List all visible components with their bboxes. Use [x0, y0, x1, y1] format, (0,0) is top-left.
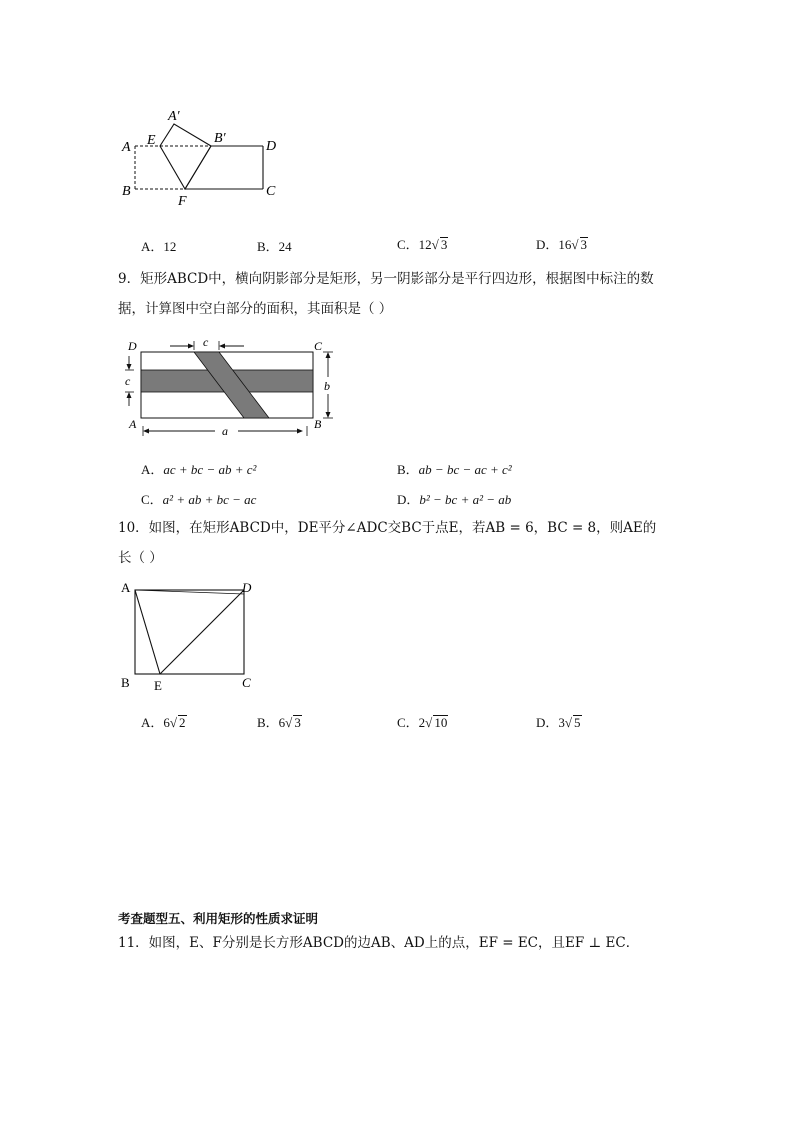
label-B-prime: B′: [214, 131, 226, 146]
q8-option-c[interactable]: C．12√ 3: [397, 237, 448, 252]
fold-rectangle-figure: [110, 102, 290, 212]
label-D: D: [266, 139, 277, 154]
label-C: C: [266, 184, 276, 199]
q10-stem-line1: 10．如图，在矩形ABCD中，DE平分∠ADC交BC于点E，若AB = 6，BC = 8，则AE的: [118, 520, 657, 536]
q9-stem-line1: 9．矩形ABCD中，横向阴影部分是矩形，另一阴影部分是平行四边形，根据图中标注的数: [118, 271, 654, 287]
q10-option-d[interactable]: D．3√ 5: [536, 715, 581, 730]
label-c-top: c: [203, 335, 209, 349]
sqrt-icon: √: [285, 715, 293, 730]
sqrt-icon: √: [169, 715, 178, 730]
q9-option-d[interactable]: D．b² − bc + a² − ab: [397, 492, 512, 507]
label-E: E: [147, 133, 156, 148]
label-A-prime: A′: [168, 109, 180, 124]
rectangle-bisector-figure: [115, 578, 265, 696]
q11-stem: 11．如图，E、F分别是长方形ABCD的边AB、AD上的点，EF = EC，且EF ⊥ EC．: [118, 935, 640, 951]
label-C: C: [314, 339, 323, 353]
label-b: b: [324, 379, 330, 393]
label-B: B: [314, 417, 322, 431]
q9-stem-line2: 据，计算图中空白部分的面积，其面积是（ ）: [118, 301, 393, 317]
label-C: C: [242, 675, 251, 690]
label-F: F: [178, 194, 187, 209]
sqrt-icon: √: [564, 715, 573, 730]
label-A: A: [122, 140, 131, 155]
q8-option-d[interactable]: D．16√ 3: [536, 237, 588, 252]
label-E: E: [154, 678, 162, 693]
q8-option-a[interactable]: A．12: [141, 239, 177, 254]
q10-option-a[interactable]: A．6√ 2: [141, 715, 186, 730]
q10-stem-line2: 长（ ）: [118, 550, 163, 566]
sqrt-icon: √: [571, 237, 579, 252]
label-A: A: [129, 417, 137, 431]
label-A: A: [121, 580, 131, 595]
q10-option-c[interactable]: C．2√ 10: [397, 715, 448, 730]
shaded-rectangle-figure: [118, 334, 348, 444]
sqrt-icon: √: [425, 715, 433, 730]
sqrt-icon: √: [431, 237, 439, 252]
label-D: D: [128, 339, 137, 353]
label-c-left: c: [125, 374, 131, 388]
q9-option-c[interactable]: C．a² + ab + bc − ac: [141, 492, 257, 507]
label-a: a: [222, 424, 228, 438]
label-B: B: [122, 184, 131, 199]
section-heading: 考查题型五、利用矩形的性质求证明: [118, 911, 319, 926]
q9-option-a[interactable]: A．ac + bc − ab + c²: [141, 462, 257, 477]
q10-option-b[interactable]: B．6√ 3: [257, 715, 301, 730]
q9-option-b[interactable]: B．ab − bc − ac + c²: [397, 462, 512, 477]
label-D: D: [242, 580, 252, 595]
q8-option-b[interactable]: B．24: [257, 239, 292, 254]
label-B: B: [121, 675, 130, 690]
